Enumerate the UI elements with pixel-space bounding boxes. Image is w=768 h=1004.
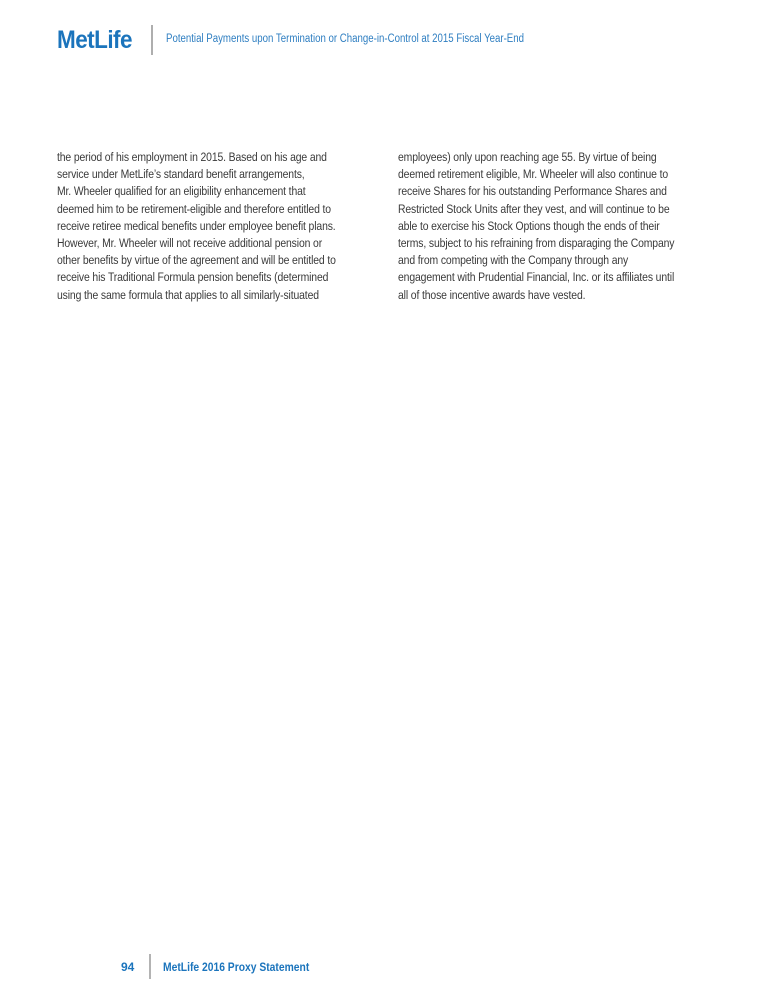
- body-line: and from competing with the Company through any: [398, 253, 629, 268]
- body-right-column: [398, 149, 674, 304]
- body-line: the period of his employment in 2015. Based on his age and: [57, 150, 327, 164]
- body-line: Restricted Stock Units after they vest, and will continue to be: [398, 201, 670, 216]
- body-line: receive his Traditional Formula pension benefits (determined: [57, 270, 329, 285]
- body-line: other benefits by virtue of the agreement and will be entitled to: [57, 253, 336, 268]
- body-line: using the same formula that applies to all similarly-situated: [57, 287, 319, 302]
- body-line: able to exercise his Stock Options though the ends of their: [398, 218, 660, 233]
- body-line: receive retiree medical benefits under employee benefit plans.: [57, 218, 336, 233]
- body-line: However, Mr. Wheeler will not receive additional pension or: [57, 236, 323, 251]
- body-left-column: [57, 149, 336, 304]
- footer-label: MetLife 2016 Proxy Statement: [163, 960, 310, 974]
- body-line: deemed retirement eligible, Mr. Wheeler will also continue to: [398, 167, 669, 182]
- body-line: employees) only upon reaching age 55. By virtue of being: [398, 150, 657, 164]
- body-line: all of those incentive awards have vested.: [398, 287, 586, 302]
- body-line: Mr. Wheeler qualified for an eligibility enhancement that: [57, 184, 306, 199]
- body-line: receive Shares for his outstanding Performance Shares and: [398, 184, 667, 199]
- footer-page-number: 94: [121, 960, 135, 974]
- body-line: engagement with Prudential Financial, Inc. or its affiliates until: [398, 270, 675, 285]
- body-line: service under MetLife’s standard benefit arrangements,: [57, 167, 305, 182]
- page-header-title: Potential Payments upon Termination or Change-in-Control at 2015 Fiscal Year-End: [166, 33, 524, 45]
- body-line: terms, subject to his refraining from disparaging the Company: [398, 236, 675, 251]
- header-divider: [151, 25, 153, 55]
- footer-divider: [149, 954, 151, 979]
- body-line: deemed him to be retirement-eligible and therefore entitled to: [57, 201, 331, 216]
- metlife-logo: MetLife: [57, 26, 132, 54]
